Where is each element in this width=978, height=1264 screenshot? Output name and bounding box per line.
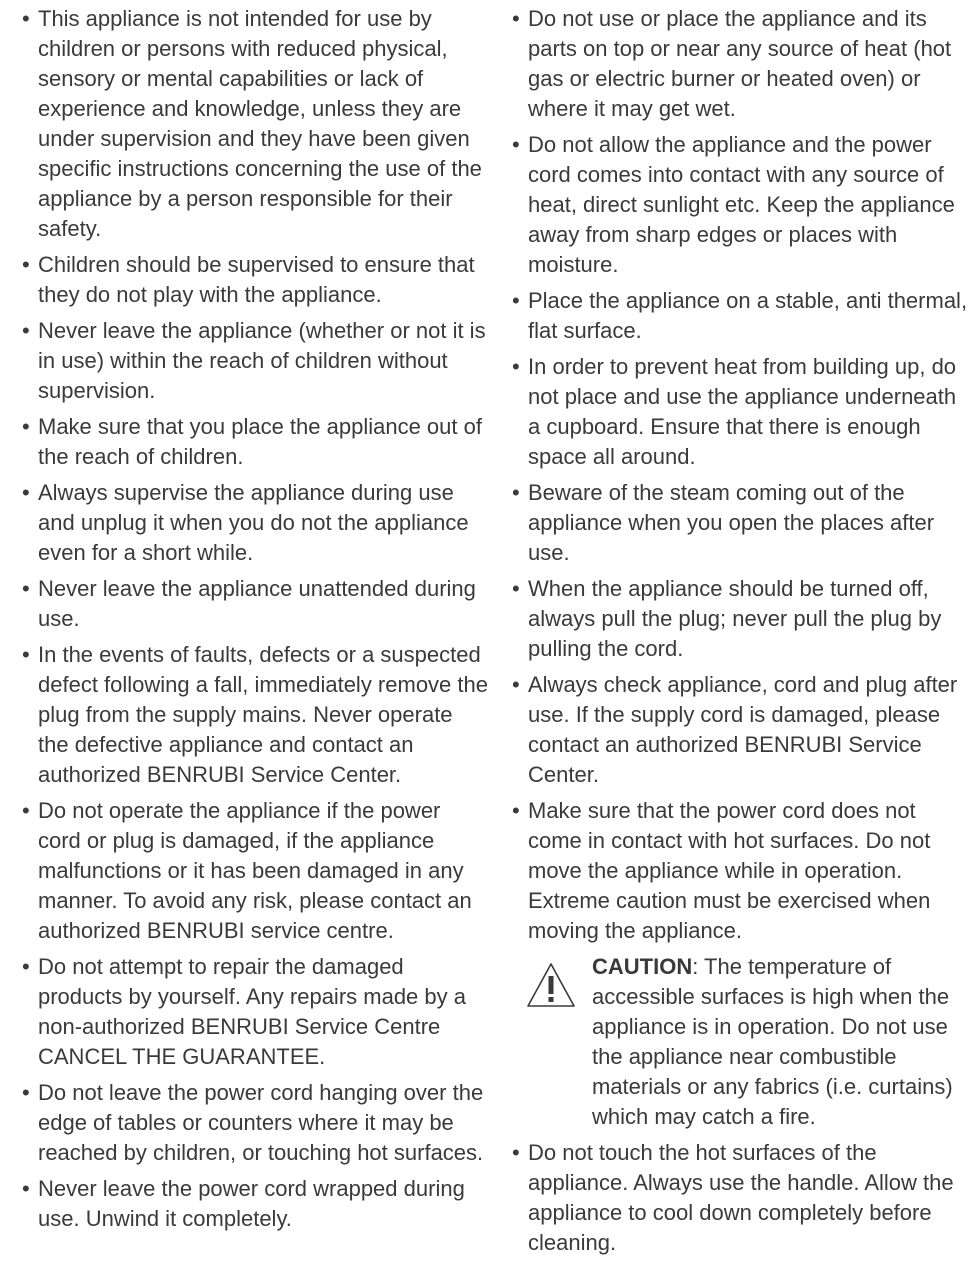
caution-text: : The temperature of accessible surfaces is high when the appliance is in operation. Do not use the appliance near combustible materials or any fabrics (i.e. curtains) which may catch a fire. — [592, 954, 953, 1129]
safety-item-text: Make sure that you place the appliance out of the reach of children. — [38, 414, 482, 469]
bullet: • — [512, 354, 520, 379]
safety-item-text: Always check appliance, cord and plug after use. If the supply cord is damaged, please contact an authorized BENRUBI Service Center. — [528, 672, 958, 787]
bullet: • — [22, 480, 30, 505]
bullet: • — [512, 1140, 520, 1165]
safety-item — [18, 574, 488, 634]
bullet: • — [22, 576, 30, 601]
bullet: • — [22, 642, 30, 667]
safety-item-text: Never leave the power cord wrapped during use. Unwind it completely. — [38, 1176, 465, 1231]
left-column — [18, 4, 488, 1240]
safety-item-text: Beware of the steam coming out of the appliance when you open the places after use. — [528, 480, 935, 565]
safety-item — [508, 352, 973, 472]
bullet: • — [22, 798, 30, 823]
caution-label: CAUTION — [592, 954, 693, 979]
bullet: • — [22, 6, 30, 31]
safety-item-text: Do not touch the hot surfaces of the appliance. Always use the handle. Allow the appliance to cool down completely before cleaning. — [528, 1140, 954, 1255]
safety-item — [18, 478, 488, 568]
safety-item — [508, 4, 973, 124]
safety-item — [18, 640, 488, 790]
safety-item — [18, 316, 488, 406]
safety-item — [18, 412, 488, 472]
warning-triangle-icon — [526, 962, 576, 1008]
safety-item-text: When the appliance should be turned off, always pull the plug; never pull the plug by pulling the cord. — [528, 576, 942, 661]
safety-item-text: Always supervise the appliance during use and unplug it when you do not the appliance even for a short while. — [38, 480, 469, 565]
safety-item-text: In the events of faults, defects or a suspected defect following a fall, immediately remove the plug from the supply mains. Never operate the defective appliance and contact an authorized BENRUBI Service Center. — [38, 642, 488, 787]
safety-item-text: Do not use or place the appliance and its parts on top or near any source of heat (hot gas or electric burner or heated oven) or where it may get wet. — [528, 6, 952, 121]
safety-item-text: Never leave the appliance unattended during use. — [38, 576, 476, 631]
bullet: • — [512, 288, 520, 313]
safety-item — [508, 130, 973, 280]
safety-item-text: This appliance is not intended for use by children or persons with reduced physical, sensory or mental capabilities or lack of experience and knowledge, unless they are under supervision and they have been given specific instructions concerning the use of the appliance by a person responsible for their safety. — [38, 6, 482, 241]
safety-item — [508, 286, 973, 346]
safety-item — [508, 1138, 973, 1258]
bullet: • — [512, 798, 520, 823]
bullet: • — [22, 252, 30, 277]
bullet: • — [22, 318, 30, 343]
safety-item-text: Children should be supervised to ensure that they do not play with the appliance. — [38, 252, 475, 307]
safety-item-text: Do not operate the appliance if the power cord or plug is damaged, if the appliance malfunctions or it has been damaged in any manner. To avoid any risk, please contact an authorized BENRUBI service centre. — [38, 798, 472, 943]
bullet: • — [512, 132, 520, 157]
safety-item-text: Do not allow the appliance and the power cord comes into contact with any source of heat, direct sunlight etc. Keep the appliance away from sharp edges or places with moisture. — [528, 132, 955, 277]
safety-item — [508, 670, 973, 790]
safety-item-text: In order to prevent heat from building up, do not place and use the appliance underneath a cupboard. Ensure that there is enough space all around. — [528, 354, 957, 469]
bullet: • — [512, 6, 520, 31]
safety-item-text: Make sure that the power cord does not come in contact with hot surfaces. Do not move the appliance while in operation. Extreme caution must be exercised when moving the appliance. — [528, 798, 931, 943]
safety-item — [18, 796, 488, 946]
safety-item-text: Never leave the appliance (whether or not it is in use) within the reach of children without supervision. — [38, 318, 486, 403]
bullet: • — [22, 954, 30, 979]
safety-item — [18, 952, 488, 1072]
bullet: • — [512, 672, 520, 697]
bullet: • — [22, 1080, 30, 1105]
safety-item — [18, 250, 488, 310]
bullet: • — [512, 576, 520, 601]
bullet: • — [22, 1176, 30, 1201]
safety-item — [18, 1174, 488, 1234]
safety-item-text: Do not attempt to repair the damaged products by yourself. Any repairs made by a non-authorized BENRUBI Service Centre CANCEL THE GUARANTEE. — [38, 954, 466, 1069]
safety-item — [18, 4, 488, 244]
right-column — [508, 4, 973, 1264]
safety-item — [18, 1078, 488, 1168]
bullet: • — [22, 414, 30, 439]
safety-item — [508, 574, 973, 664]
safety-item — [508, 796, 973, 946]
safety-item — [508, 478, 973, 568]
safety-item-text: Do not leave the power cord hanging over the edge of tables or counters where it may be reached by children, or touching hot surfaces. — [38, 1080, 484, 1165]
bullet: • — [512, 480, 520, 505]
safety-item-text: Place the appliance on a stable, anti thermal, flat surface. — [528, 288, 968, 343]
caution-note — [508, 952, 973, 1132]
